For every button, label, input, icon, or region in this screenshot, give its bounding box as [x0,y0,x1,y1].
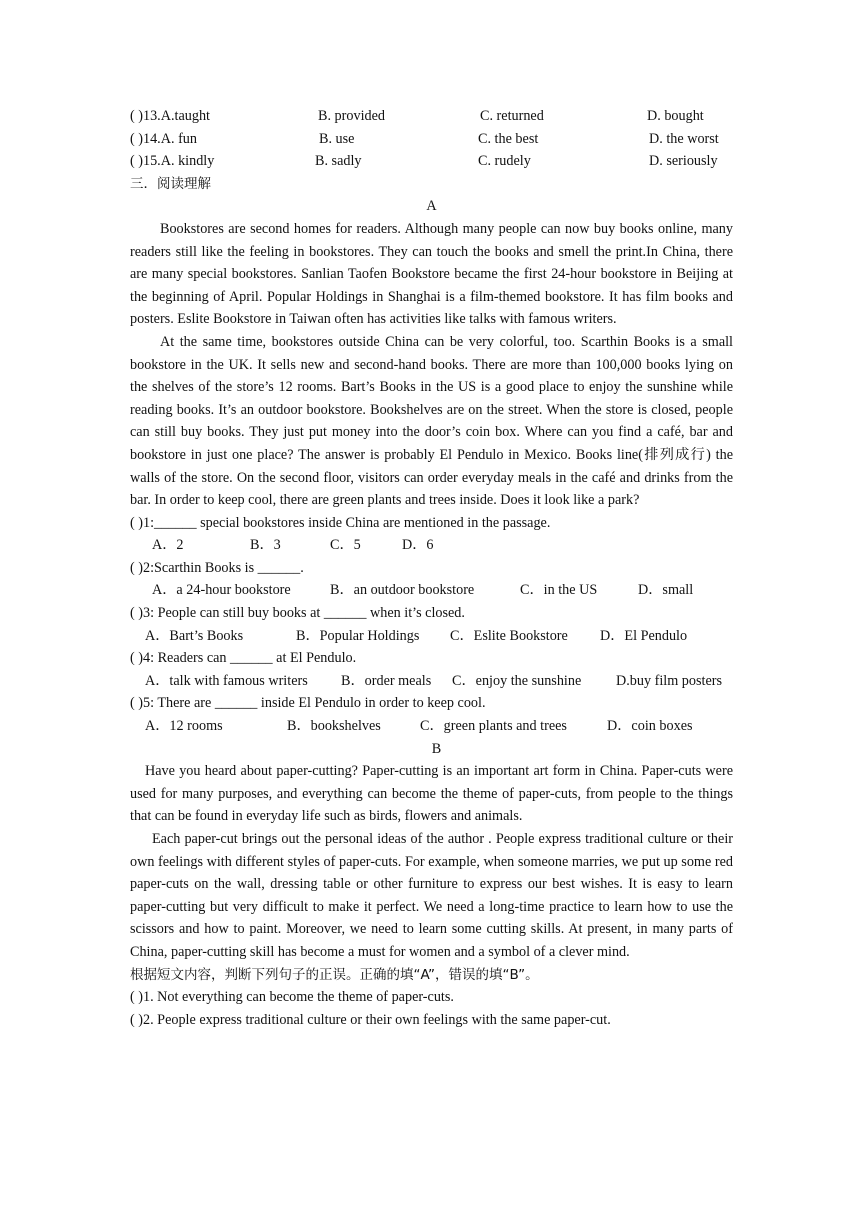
question-1-stem: ( )1:______ special bookstores inside China are mentioned in the passage. [130,514,551,531]
option-d: D.buy film posters [616,672,723,689]
question-5-stem: ( )5: There are ______ inside El Pendulo in order to keep cool. [130,695,486,712]
option-b: B．3 [250,537,281,554]
option-d: D．small [638,582,694,599]
option-c: C．Eslite Bookstore [450,627,568,644]
passage-b-label: B [431,740,442,757]
option-d: D. the worst [649,130,719,147]
option-b: B．order meals [341,672,432,689]
option-a: A．12 rooms [145,718,223,735]
question-1-options [130,534,733,557]
option-c: C．in the US [520,582,598,599]
section-heading: 三．阅读理解 [130,175,211,192]
cloze-row-15 [130,150,733,173]
option-a: A．Bart’s Books [145,627,244,644]
question-2-options [130,579,733,602]
option-d: D. seriously [649,153,718,170]
option-d: D．6 [402,537,434,554]
option-d: D. bought [647,108,704,124]
cloze-row-14 [130,128,733,151]
question-number: ( )15.A. kindly [130,153,215,170]
judgement-statement-2: ( )2. People express traditional culture or their own feelings with the same paper-cut. [130,1011,611,1028]
question-3-options [130,625,733,648]
passage-a-label: A [426,198,437,215]
question-4-stem: ( )4: Readers can ______ at El Pendulo. [130,650,357,667]
option-c: C. returned [480,108,544,124]
option-c: C．5 [330,537,361,554]
option-b: B. sadly [315,153,362,170]
passage-a-paragraph-2: At the same time, bookstores outside China can be very colorful, too. Scarthin Books is a small bookstore in the UK. It sells new and second-hand books. There are more than 100,000 books lying on the shelves of the store’s 12 rooms. Bart’s Books in the US is a good place to enjoy the sunshine while reading books. It’s an outdoor bookstore. Bookshelves are on the street. When the store is closed, people can still buy books. They just put money into the door’s coin box. Where can you find a café, bar and bookstore in just one place? The answer is probably El Pendulo in Mexico. Books line(排列成行) the walls of the store. On the second floor, visitors can order everyday meals in the café and drinks from the bar. In order to keep cool, there are green plants and trees inside. Does it look like a park? [130,333,733,509]
option-b: B. provided [318,108,385,124]
question-5-options [130,715,733,738]
option-b: B．an outdoor bookstore [330,582,475,599]
option-c: C. the best [478,130,539,147]
question-2-stem: ( )2:Scarthin Books is ______. [130,559,304,576]
passage-b-paragraph-1: Have you heard about paper-cutting? Paper-cutting is an important art form in China. Paper-cuts were used for many purposes, and everything can become the theme of paper-cuts, from people to the things that can be found in everyday life such as birds, flowers and animals. [130,763,733,825]
option-c: C．green plants and trees [420,718,567,735]
question-number: ( )13.A.taught [130,108,210,124]
option-d: D．coin boxes [607,718,693,735]
question-4-options [130,670,733,693]
question-3-stem: ( )3: People can still buy books at ______ when it’s closed. [130,605,465,622]
passage-a-paragraph-1: Bookstores are second homes for readers. Although many people can now buy books online, many readers still like the feeling in bookstores. They can touch the books and smell the print.In China, there are many special bookstores. Sanlian Taofen Bookstore became the first 24-hour bookstore in Beijing at the beginning of April. Popular Holdings in Shanghai is a film-themed bookstore. It has film books and posters. Eslite Bookstore in Taiwan often has activities like talks with famous writers. [130,220,733,328]
option-b: B．bookshelves [287,718,381,735]
passage-b-paragraph-2: Each paper-cut brings out the personal ideas of the author . People express traditional culture or their own feelings with different styles of paper-cuts. For example, when someone marries, we put up some red paper-cuts on the wall, dressing table or other furniture to express our best wishes. It is easy to learn paper-cutting but very difficult to make it perfect. We need a long-time practice to learn how to use the scissors and how to paint. Moreover, we need to learn some cutting skills. At present, in many parts of China, paper-cutting skill has become a must for women and a symbol of a clever mind. [130,831,733,960]
judgement-instruction: 根据短文内容，判断下列句子的正误。正确的填“A”，错误的填“B”。 [130,966,539,983]
option-c: C．enjoy the sunshine [452,672,582,689]
option-d: D．El Pendulo [600,627,688,644]
option-a: A．talk with famous writers [145,672,308,689]
option-a: A．a 24-hour bookstore [152,582,291,599]
option-b: B. use [319,130,355,147]
option-b: B．Popular Holdings [296,627,420,644]
cloze-row-13 [130,105,733,128]
question-number: ( )14.A. fun [130,130,197,147]
option-c: C. rudely [478,153,531,170]
worksheet-page [130,105,733,1031]
option-a: A．2 [152,537,184,554]
judgement-statement-1: ( )1. Not everything can become the theme of paper-cuts. [130,989,454,1006]
